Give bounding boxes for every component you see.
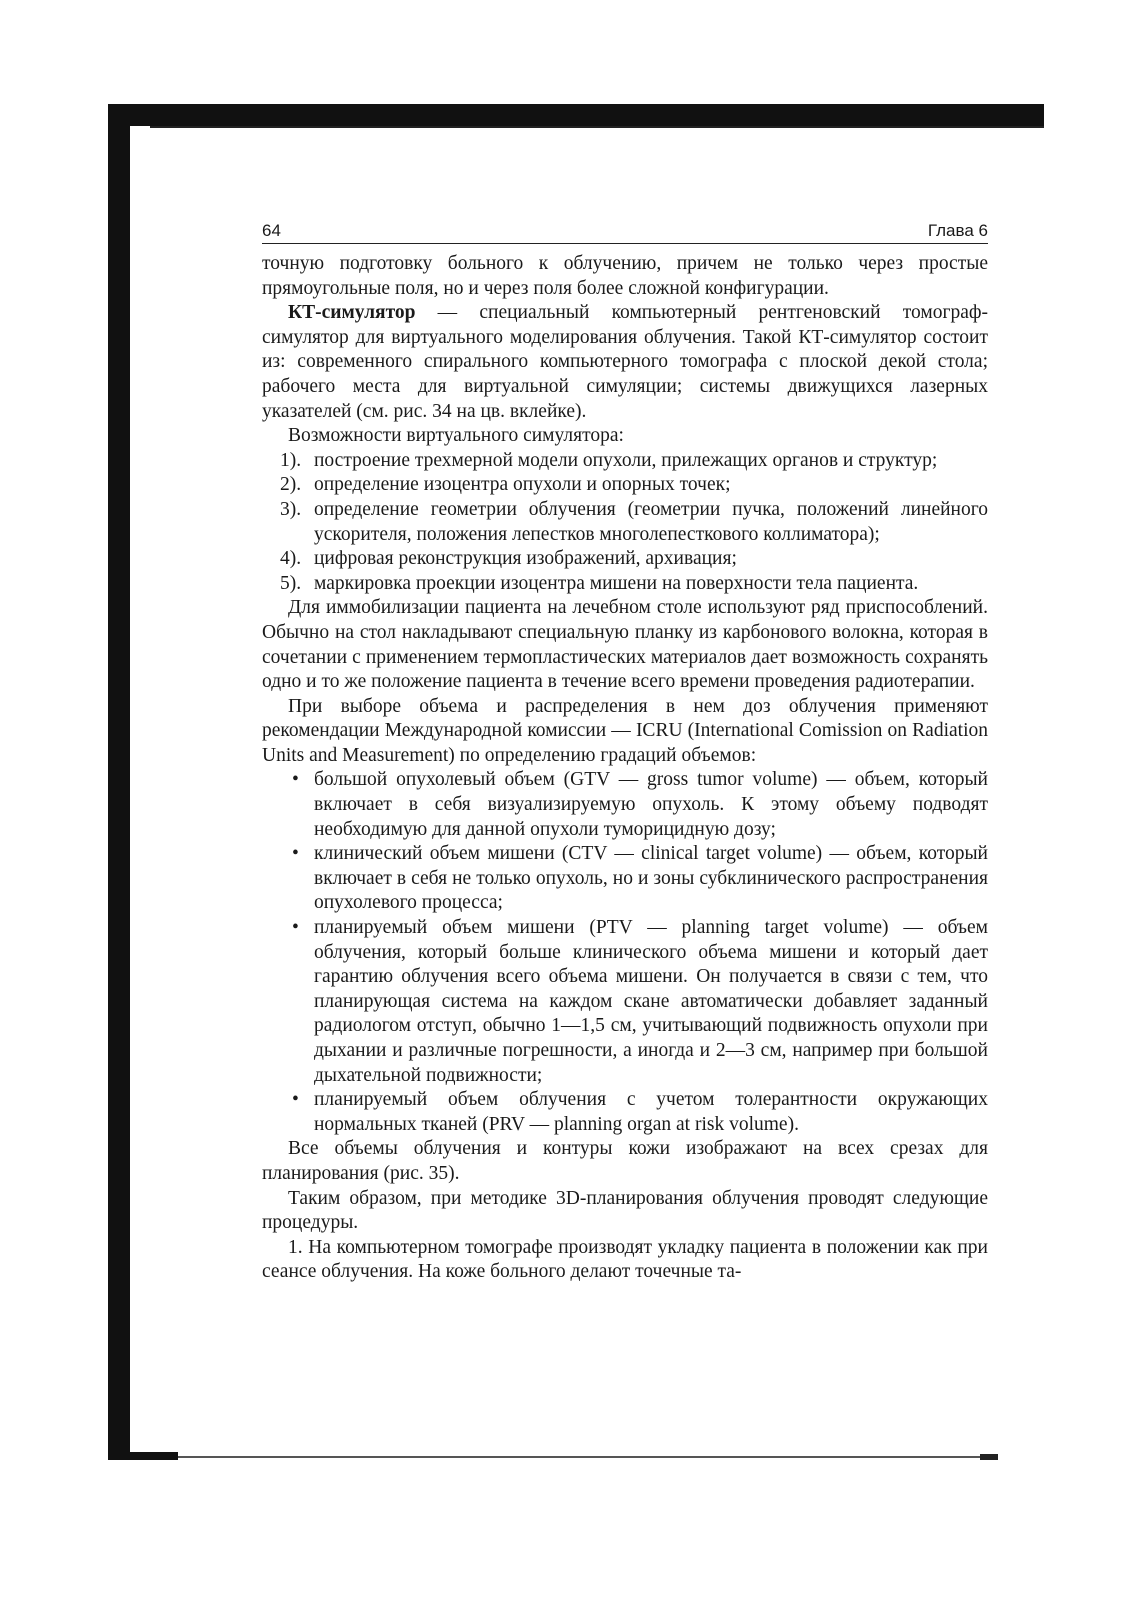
page-number: 64 <box>262 221 281 240</box>
list-item: • большой опухолевый объем (GTV — gross tumor volume) — объем, который включает в себя визуализируемую опухоль. К этому объему подводят необходимую для данной опухоли туморицидную дозу; <box>292 769 988 840</box>
page-body <box>262 252 988 1285</box>
paragraph: Для иммобилизации пациента на лечебном столе используют ряд приспособлений. Обычно на стол накладывают специальную планку из карбонового волокна, которая в сочетании с применением термопластических материалов дает возможность сохранять одно и то же положение пациента в течение всего времени проведения радиотерапии. <box>262 597 988 693</box>
list-item: 3). определение геометрии облучения (геометрии пучка, положений линейного ускорителя, положения лепестков многолепесткового коллиматора); <box>280 498 988 545</box>
term-ct-simulator: КТ-симулятор <box>288 302 416 324</box>
list-item: • планируемый объем облучения с учетом толерантности окружающих нормальных тканей (PRV — planning organ at risk volume). <box>292 1089 988 1135</box>
paragraph-text: — специальный компьютерный рентгеновский томограф-симулятор для виртуального моделирования облучения. Такой КТ-симулятор состоит из: современного спирального компьютерного томографа с плоской декой стола; рабочего места для виртуальной симуляции; системы движущихся лазерных указателей (см. рис. 34 на цв. вклейке). <box>262 302 988 422</box>
capabilities-list <box>262 449 988 597</box>
scan-border-top-line <box>150 126 1044 128</box>
paragraph: Все объемы облучения и контуры кожи изображают на всех срезах для планирования (рис. 35). <box>262 1138 988 1184</box>
scan-border-bottom <box>108 1452 178 1460</box>
paragraph: 1. На компьютерном томографе производят укладку пациента в положении как при сеансе облучения. На коже больного делают точечные та- <box>262 1236 988 1283</box>
volumes-list <box>262 768 988 1137</box>
list-item: • клинический объем мишени (CTV — clinical target volume) — объем, который включает в себя не только опухоль, но и зоны субклинического распространения опухолевого процесса; <box>292 843 988 914</box>
paragraph: точную подготовку больного к облучению, причем не только через простые прямоугольные поля, но и через поля более сложной конфигурации. <box>262 253 988 299</box>
list-item: 5). маркировка проекции изоцентра мишени на поверхности тела пациента. <box>280 572 919 594</box>
scan-border-top <box>108 104 1044 126</box>
chapter-title: Глава 6 <box>927 221 988 240</box>
list-item: 4). цифровая реконструкция изображений, архивация; <box>280 548 737 570</box>
scan-border-bottom-mark <box>980 1454 998 1460</box>
list-item: • планируемый объем мишени (PTV — planning target volume) — объем облучения, который больше клинического объема мишени и который дает гарантию облучения всего объема мишени. Он получается в связи с тем, что планирующая система на каждом скане автоматически добавляет заданный радиологом отступ, обычно 1—1,5 см, учитывающий подвижность опухоли при дыхании и различные погрешности, а иногда и 2—3 см, например при большой дыхательной подвижности; <box>292 917 988 1086</box>
paragraph: Возможности виртуального симулятора: <box>288 425 624 447</box>
paragraph: При выборе объема и распределения в нем доз облучения применяют рекомендации Международной комиссии — ICRU (International Comission on Radiation Units and Measurement) по определению градаций объемов: <box>262 695 988 766</box>
paragraph <box>262 301 988 424</box>
list-item: 1). построение трехмерной модели опухоли, прилежащих органов и структур; <box>280 449 938 471</box>
paragraph: Таким образом, при методике 3D-планирования облучения проводят следующие процедуры. <box>262 1187 988 1234</box>
book-page <box>262 219 988 1285</box>
running-header <box>262 219 988 244</box>
scan-border-bottom-line <box>178 1456 998 1458</box>
list-item: 2). определение изоцентра опухоли и опорных точек; <box>280 474 731 496</box>
scan-border-left <box>108 104 130 1460</box>
